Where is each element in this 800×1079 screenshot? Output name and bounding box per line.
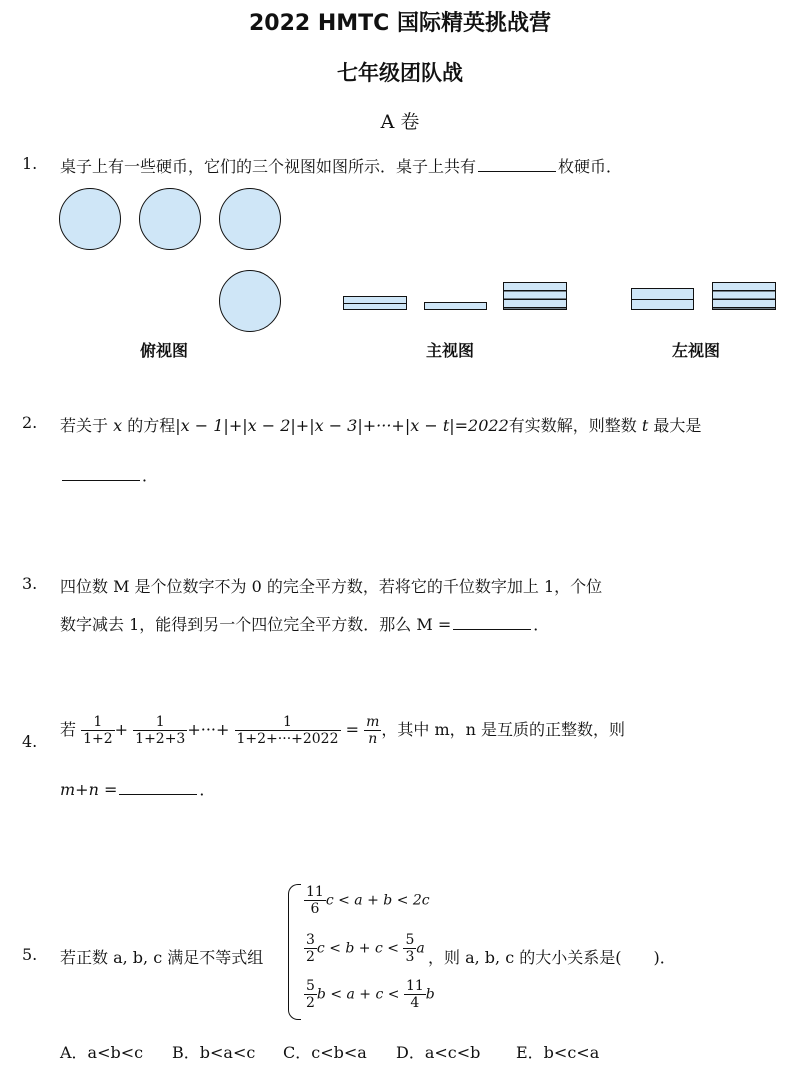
question-5-intro: 若正数 a, b, c 满足不等式组: [60, 948, 264, 967]
answer-blank-3: [453, 615, 531, 630]
question-5-number: 5.: [22, 945, 38, 964]
caption-top-view: 俯视图: [140, 341, 189, 360]
question-4-number: 4.: [22, 732, 38, 751]
option-c: C．c<b<a: [283, 1043, 367, 1062]
question-1-number: 1.: [22, 154, 38, 173]
coin-top-view: [219, 270, 281, 332]
coin-stack-3: [503, 282, 567, 310]
question-3-number: 3.: [22, 574, 38, 593]
answer-blank-2: [62, 466, 140, 481]
question-2-text: 若关于 x 的方程|x − 1|+|x − 2|+|x − 3|+···+|x − t|=2022有实数解，则整数 t 最大是: [60, 416, 702, 435]
inequality-2: $\frac{3}{2}$ c < b + c < $\frac{5}{3}$ a: [306, 932, 425, 966]
question-4-line-2: m+n = ．: [60, 780, 216, 799]
option-b: B．b<a<c: [172, 1043, 256, 1062]
coin-top-view: [219, 188, 281, 250]
question-2-number: 2.: [22, 413, 38, 432]
coin-top-view: [59, 188, 121, 250]
coin-stack-2: [343, 296, 407, 310]
coin-top-view: [139, 188, 201, 250]
coin-stack-1: [424, 302, 487, 310]
coin-stack-2: [631, 288, 694, 310]
question-3-line-1: 四位数 M 是个位数字不为 0 的完全平方数，若将它的千位数字加上 1，个位: [60, 577, 603, 596]
answer-blank-4: [119, 780, 197, 795]
page-subtitle: 七年级团队战: [337, 61, 463, 85]
answer-blank-1: [478, 157, 556, 172]
option-a: A．a<b<c: [60, 1043, 144, 1062]
question-3-line-2: 数字减去 1，能得到另一个四位完全平方数．那么 M = ．: [60, 615, 550, 634]
question-1-text: 桌子上有一些硬币，它们的三个视图如图所示．桌子上共有 枚硬币．: [60, 157, 623, 176]
inequality-3: $\frac{5}{2}$ b < a + c < $\frac{11}{4}$ b: [306, 978, 435, 1012]
page-title: 2022 HMTC 国际精英挑战营: [248, 11, 551, 36]
coin-stack-3: [712, 282, 776, 310]
caption-front-view: 主视图: [426, 341, 475, 360]
option-e: E．b<c<a: [516, 1043, 600, 1062]
question-2-blank-line: ．: [60, 463, 158, 486]
question-4-text: 若 $\frac{1}{1+2}$ + $\frac{1}{1+2+3}$ +···+ $\frac{1}{1+2+\cdot\cdot\cdot+2022}$ = $\frac{m}{n}$ ，其中 m，n 是互质的正整数，则: [60, 714, 626, 748]
equation: |x − 1|+|x − 2|+|x − 3|+···+|x − t|=2022: [175, 416, 509, 435]
section-label: A 卷: [380, 111, 420, 133]
inequality-1: $\frac{11}{6}$ c < a + b < 2c: [306, 884, 430, 918]
system-brace: [288, 884, 301, 1020]
question-5-prompt: ，则 a, b, c 的大小关系是( )．: [428, 948, 676, 967]
option-d: D．a<c<b: [396, 1043, 481, 1062]
caption-left-view: 左视图: [672, 341, 721, 360]
